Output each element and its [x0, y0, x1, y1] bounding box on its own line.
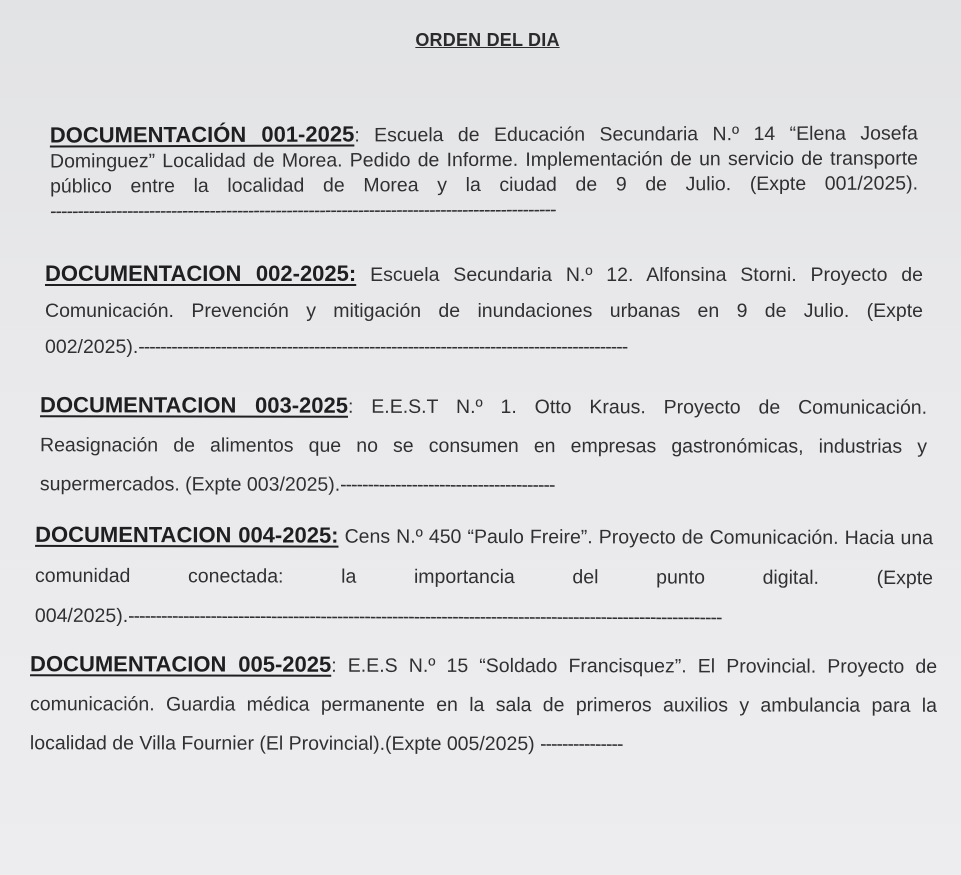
- agenda-item-separator: :: [331, 654, 337, 677]
- agenda-item-separator: :: [354, 123, 360, 146]
- agenda-item-text: Escuela Secundaria N.º 12. Alfonsina Storni. Proyecto de Comunicación. Prevención y mitigación de inundaciones urbanas en 9 de Julio. (Expte 002/2025).: [45, 263, 923, 358]
- agenda-item-dashes: ------------------------------------------------------------------------------------------------------------: [128, 604, 722, 629]
- agenda-item-heading: DOCUMENTACION 005-2025: [30, 650, 332, 677]
- agenda-item-002: [45, 256, 923, 365]
- agenda-item-text: E.E.S N.º 15 “Soldado Francisquez”. El Provincial. Proyecto de comunicación. Guardia médica permanente en la sala de primeros auxilios y ambulancia para la localidad de Villa Fournier (El Provincial).(Expte 005/2025): [29, 654, 938, 755]
- agenda-item-001: [50, 119, 918, 224]
- agenda-item-heading: DOCUMENTACIÓN 001-2025: [49, 120, 355, 148]
- agenda-item-dashes: -----------------------------------------------------------------------------------------: [138, 335, 628, 358]
- agenda-item-text: Cens N.º 450 “Paulo Freire”. Proyecto de Comunicación. Hacia una comunidad conectada: la importancia del punto digital. (Expte 004/2025).: [34, 525, 934, 627]
- agenda-item-heading: DOCUMENTACION 003-2025: [40, 391, 349, 418]
- agenda-item-text: Escuela de Educación Secundaria N.º 14 “Elena Josefa Dominguez” Localidad de Morea. Pedido de Informe. Implementación de un servicio de transporte público entre la localidad de Morea y la ciudad de 9 de Julio. (Expte 001/2025).: [49, 121, 919, 198]
- agenda-item-003: [40, 385, 927, 506]
- agenda-item-005: [30, 644, 937, 765]
- agenda-item-heading: DOCUMENTACION 002-2025:: [45, 260, 357, 286]
- agenda-item-separator: :: [347, 395, 354, 418]
- agenda-item-dashes: --------------------------------------------------------------------------------------------: [50, 198, 556, 223]
- agenda-item-dashes: ---------------: [540, 732, 623, 755]
- agenda-item-text: E.E.S.T N.º 1. Otto Kraus. Proyecto de Comunicación. Reasignación de alimentos que no se consumen en empresas gastronómicas, industrias y supermercados. (Expte 003/2025).: [39, 395, 928, 496]
- agenda-item-dashes: ---------------------------------------: [340, 473, 555, 496]
- agenda-item-heading: DOCUMENTACION 004-2025:: [35, 521, 339, 548]
- page-title: ORDEN DEL DIA: [415, 30, 560, 50]
- agenda-item-004: [35, 514, 933, 637]
